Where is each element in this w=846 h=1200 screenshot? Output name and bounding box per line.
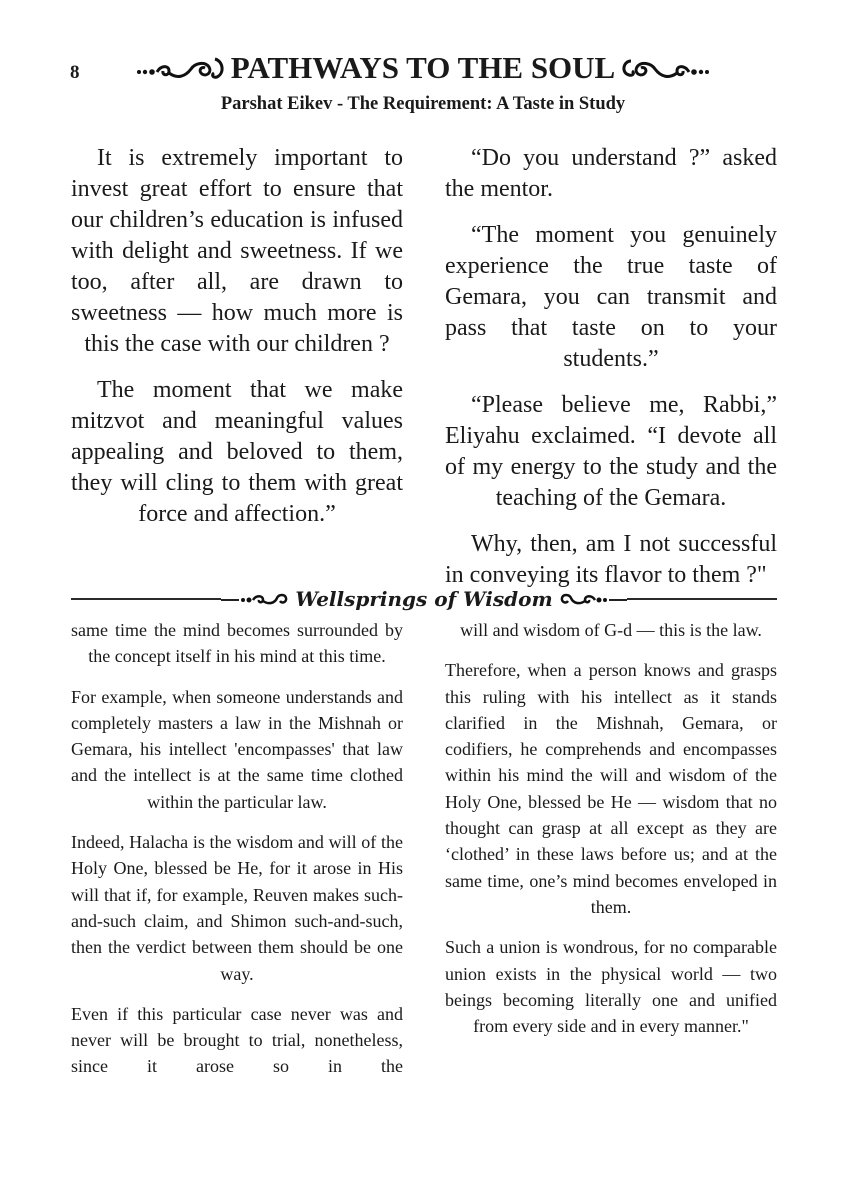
header-title: PATHWAYS TO THE SOUL [230, 50, 616, 85]
flourish-right-icon [557, 584, 627, 614]
paragraph: Therefore, when a person knows and grasps this ruling with his intellect as it stands clarified in the Mishnah, Gemara, or codifiers, he comprehends and encompasses within his mind the will and wisdom of the Holy One, blessed be He — wisdom that no thought can grasp at all except as they are ‘clothed’ in these laws before us; and at the same time, one’s mind becomes enveloped in them. [445, 660, 777, 917]
wisdom-right-column [445, 617, 777, 1053]
scroll-flourish-left-icon [135, 53, 227, 83]
paragraph: will and wisdom of G-d — this is the law. [460, 620, 762, 640]
paragraph: For example, when someone understands and completely masters a law in the Mishnah or Gemara, his intellect 'encompasses' that law and the intellect is at the same time clothed within the particular law. [71, 686, 403, 812]
running-header [128, 48, 718, 88]
paragraph: Why, then, am I not successful in conveying its flavor to them ?" [445, 531, 777, 588]
paragraph: It is extremely important to invest great effort to ensure that our children’s education is infused with delight and sweetness. If we too, after all, are drawn to sweetness — how much more is this the case with our children ? [71, 145, 403, 357]
paragraph: same time the mind becomes surrounded by the concept itself in his mind at this time. [71, 620, 403, 667]
story-right-column [445, 143, 777, 606]
page-number: 8 [70, 62, 80, 83]
paragraph: Indeed, Halacha is the wisdom and will of the Holy One, blessed be He, for it arose in His will that if, for example, Reuven makes such-and-such claim, and Shimon such-and-such, then the verdict between them should be one way. [71, 832, 403, 984]
flourish-left-icon [221, 584, 291, 614]
chapter-subtitle: Parshat Eikev - The Requirement: A Taste in Study [220, 94, 626, 114]
story-left-column [71, 143, 403, 545]
paragraph: The moment that we make mitzvot and meaningful values appealing and beloved to them, they will cling to them with great force and affection.” [71, 377, 403, 527]
paragraph: Even if this particular case never was and never will be brought to trial, nonetheless, since it arose so in the [71, 1003, 403, 1077]
wisdom-left-column [71, 617, 403, 1080]
paragraph: “Please believe me, Rabbi,” Eliyahu exclaimed. “I devote all of my energy to the study and the teaching of the Gemara. [445, 392, 777, 511]
paragraph: “The moment you genuinely experience the true taste of Gemara, you can transmit and pass that taste on to your students.” [445, 222, 777, 372]
section-title: Wellsprings of Wisdom [295, 587, 553, 611]
section-divider [71, 585, 777, 613]
paragraph: Such a union is wondrous, for no comparable union exists in the physical world — two beings becoming literally one and unified from every side and in every manner." [445, 937, 777, 1037]
scroll-flourish-right-icon [619, 53, 711, 83]
paragraph: “Do you understand ?” asked the mentor. [445, 145, 777, 202]
divider-rule-right [627, 598, 777, 600]
divider-rule-left [71, 598, 221, 600]
